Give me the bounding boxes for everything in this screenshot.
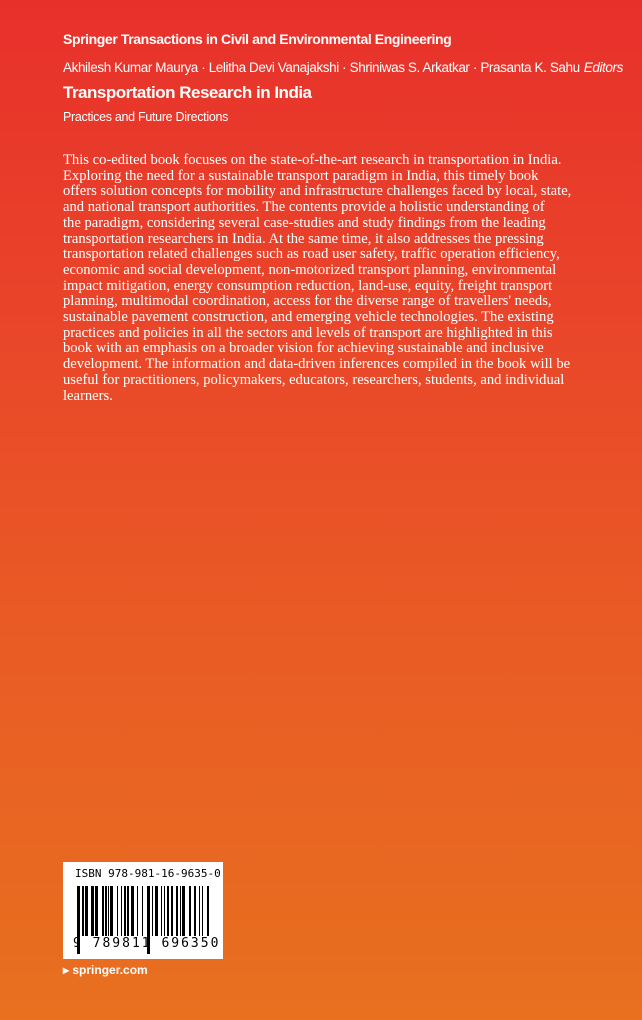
barcode-bar <box>194 886 196 936</box>
barcode-bar <box>91 886 94 936</box>
blurb-line: transportation related challenges such as road user safety, traffic operation efficiency, <box>63 246 560 263</box>
barcode-digits: 9 789811 696350 <box>73 936 221 951</box>
blurb-line: and national transport authorities. The contents provide a holistic understanding of <box>63 199 545 216</box>
blurb-line: planning, multimodal coordination, access for the diverse range of travellers' needs, <box>63 293 552 310</box>
book-blurb <box>63 153 583 404</box>
series-title: Springer Transactions in Civil and Environmental Engineering <box>63 31 452 47</box>
barcode-bar <box>176 886 178 936</box>
barcode-bar <box>85 886 88 936</box>
book-title: Transportation Research in India <box>63 83 312 102</box>
barcode-bar <box>180 886 181 936</box>
barcode-bar <box>189 886 191 936</box>
barcode-bar <box>182 886 185 936</box>
barcode-bar <box>202 886 203 936</box>
barcode-bar <box>127 886 129 936</box>
springer-link[interactable]: ▸ springer.com <box>63 963 148 977</box>
barcode-bar <box>161 886 162 936</box>
blurb-line: transportation researchers in India. At the same time, it also addresses the pressing <box>63 230 544 247</box>
barcode-bar <box>164 886 165 936</box>
blurb-line: practices and policies in all the sectors and levels of transport are highlighted in this <box>63 324 553 341</box>
editor-names: Akhilesh Kumar Maurya · Lelitha Devi Vanajakshi · Shriniwas S. Arkatkar · Prasanta K. Sahu <box>63 60 580 75</box>
blurb-line: impact mitigation, energy consumption reduction, land-use, equity, freight transport <box>63 277 553 294</box>
isbn-text: ISBN 978-981-16-9635-0 <box>75 867 221 880</box>
editors-label: Editors <box>583 60 623 75</box>
blurb-line: Exploring the need for a sustainable transport paradigm in India, this timely book <box>63 167 539 184</box>
blurb-line: economic and social development, non-motorized transport planning, environmental <box>63 261 557 278</box>
barcode-bar <box>110 886 113 936</box>
blurb-line: useful for practitioners, policymakers, educators, researchers, students, and individual <box>63 371 565 388</box>
blurb-line: learners. <box>63 387 113 404</box>
barcode-bar <box>137 886 138 936</box>
blurb-line: offers solution concepts for mobility and infrastructure challenges faced by local, state, <box>63 183 572 200</box>
blurb-line: the paradigm, considering several case-studies and study findings from the leading <box>63 214 546 231</box>
barcode-bar <box>108 886 109 936</box>
barcode-bar <box>152 886 153 936</box>
barcode-bar <box>199 886 200 936</box>
book-subtitle: Practices and Future Directions <box>63 110 229 124</box>
barcode-bar <box>167 886 169 936</box>
barcode-bar <box>131 886 134 936</box>
barcode-bar <box>102 886 104 936</box>
barcode-bar <box>142 886 143 936</box>
blurb-line: This co-edited book focuses on the state-of-the-art research in transportation in India. <box>63 152 562 168</box>
barcode-bar <box>105 886 107 936</box>
barcode-bar <box>207 886 209 936</box>
barcode-bar <box>95 886 98 936</box>
blurb-line: development. The information and data-driven inferences compiled in the book will be <box>63 356 571 373</box>
barcode-bar <box>124 886 126 936</box>
barcode-bar <box>121 886 122 936</box>
barcode-bar <box>117 886 118 936</box>
barcode-bar <box>171 886 173 936</box>
blurb-line: sustainable pavement construction, and emerging vehicle technologies. The existing <box>63 309 554 326</box>
editors-line <box>63 60 623 75</box>
barcode-bar <box>82 886 84 936</box>
isbn-barcode <box>63 862 223 959</box>
blurb-line: book with an emphasis on a broader vision for achieving sustainable and inclusive <box>63 340 544 357</box>
barcode-bar <box>155 886 158 936</box>
